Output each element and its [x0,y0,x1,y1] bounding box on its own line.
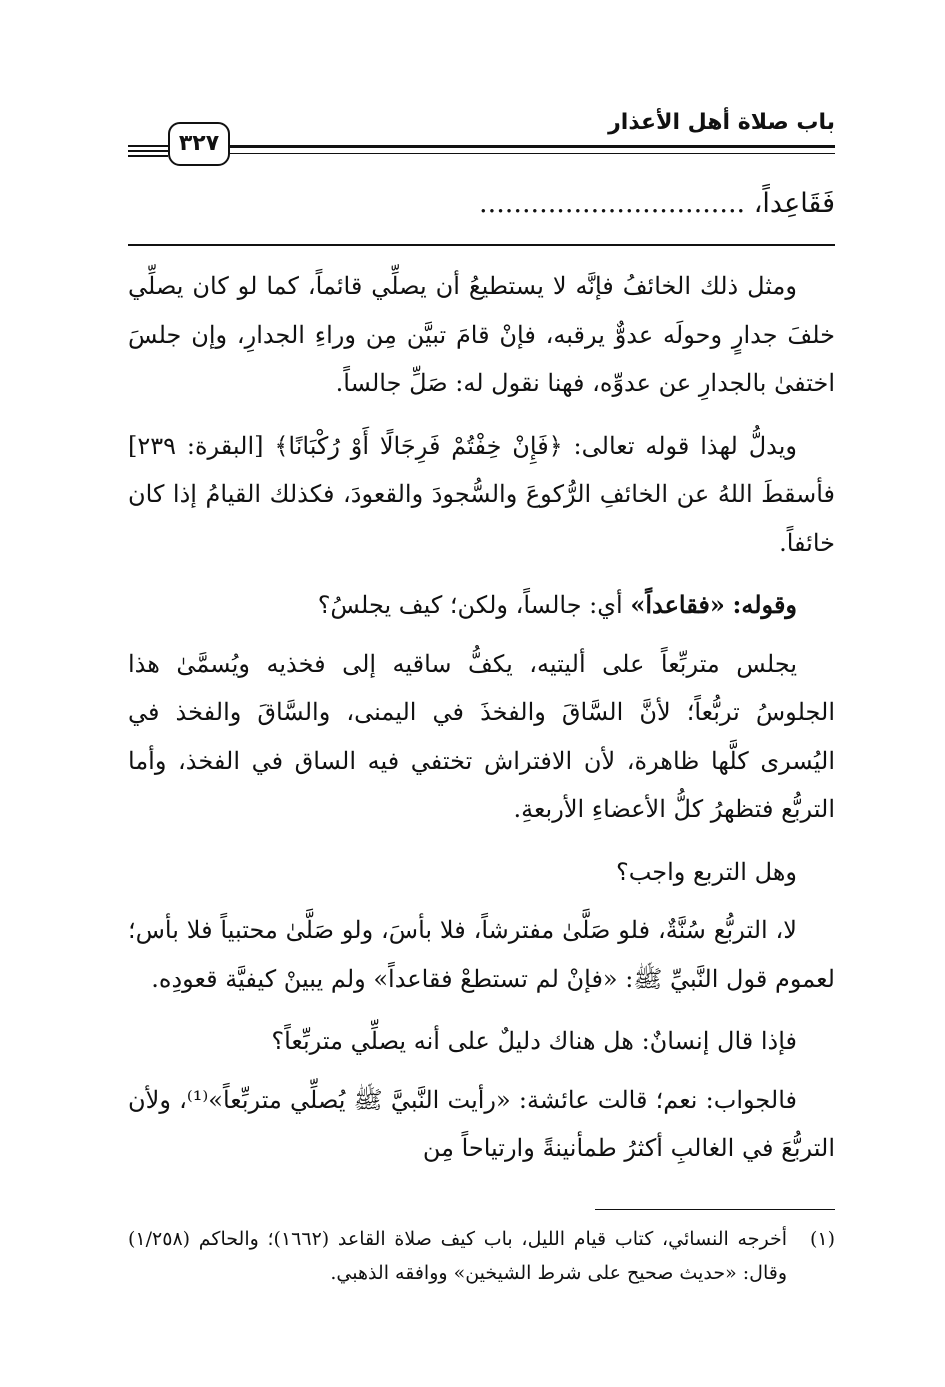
paragraph: فالجواب: نعم؛ قالت عائشة: «رأيت النَّبيَّ ﷺ يُصلِّي متربِّعاً»⁽¹⁾، ولأن التربُّعَ في الغالبِ أكثرُ طمأنينةً وارتياحاً مِن [128,1085,835,1162]
paragraph: لا، التربُّع سُنَّةٌ، فلو صَلَّىٰ مفترشاً، فلا بأسَ، ولو صَلَّىٰ محتبياً فلا بأس؛ لعموم قول النَّبيِّ ﷺ: «فإنْ لم تستطعْ فقاعداً» ولم يبينْ كيفيَّة قعودِه. [128,916,835,993]
footnote-number: (١) [809,1228,835,1250]
paragraph: ومثل ذلك الخائفُ فإنَّه لا يستطيعُ أن يصلِّي قائماً، كما لو كان يصلِّي خلفَ جدارٍ وحولَه عدوٌّ يرقبه، فإنْ قامَ تبيَّن مِن وراءِ الجدارِ، وإن جلسَ اختفىٰ بالجدارِ عن عدوِّه، فهنا نقول له: صَلِّ جالساً. [128,272,835,397]
header-rule-thin [230,153,835,154]
chapter-title: باب صلاة أهل الأعذار [608,110,835,135]
page-number: ٣٢٧ [168,122,230,166]
footnote-text: أخرجه النسائي، كتاب قيام الليل، باب كيف صلاة القاعد (١٦٦٢)؛ والحاكم (١/٢٥٨) وقال: «حديث صحيح على شرط الشيخين» ووافقه الذهبي. [128,1228,788,1284]
matn-dots: ............................... [479,188,746,219]
header-rule-left [128,155,168,157]
paragraph: وهل التربع واجب؟ [616,857,797,886]
footnotes [128,1222,835,1290]
commentary-body [128,262,835,1187]
matn-line [128,180,835,228]
footnote [128,1222,835,1290]
paragraph: ويدلُّ لهذا قوله تعالى: ﴿فَإِنْ خِفْتُمْ فَرِجَالًا أَوْ رُكْبَانًا﴾ [البقرة: ٢٣٩] فأسقطَ اللهُ عن الخائفِ الرُّكوعَ والسُّجودَ والقعودَ، فكذلك القيامُ إذا كان خائفاً. [128,431,835,557]
qawluh-lead: وقوله: [732,590,797,619]
matn-text: فَقَاعِداً، [753,188,835,219]
paragraph: فإذا قال إنسانٌ: هل هناك دليلٌ على أنه يصلِّي متربِّعاً؟ [271,1027,797,1055]
header-rule-left [128,150,168,152]
footnote-rule [595,1209,835,1210]
header-rule-thick [230,145,835,148]
paragraph: يجلس متربِّعاً على أليتيه، يكفُّ ساقيه إلى فخذيه ويُسمَّىٰ هذا الجلوسُ تربُّعاً؛ لأنَّ السَّاقَ والفخذَ في اليمنى، والسَّاقَ والفخذ في اليُسرى كلَّها ظاهرة، لأن الافتراش تختفي فيه الساق في الفخذ، وأما التربُّع فتظهرُ كلُّ الأعضاءِ الأربعةِ. [128,649,835,823]
qawluh-paragraph [128,581,835,630]
qawluh-quote: «فقاعداً» [630,590,725,619]
header-rule-left [128,145,168,147]
qawluh-rest: أي: جالساً، ولكن؛ كيف يجلسُ؟ [317,591,623,619]
matn-separator [128,244,835,246]
